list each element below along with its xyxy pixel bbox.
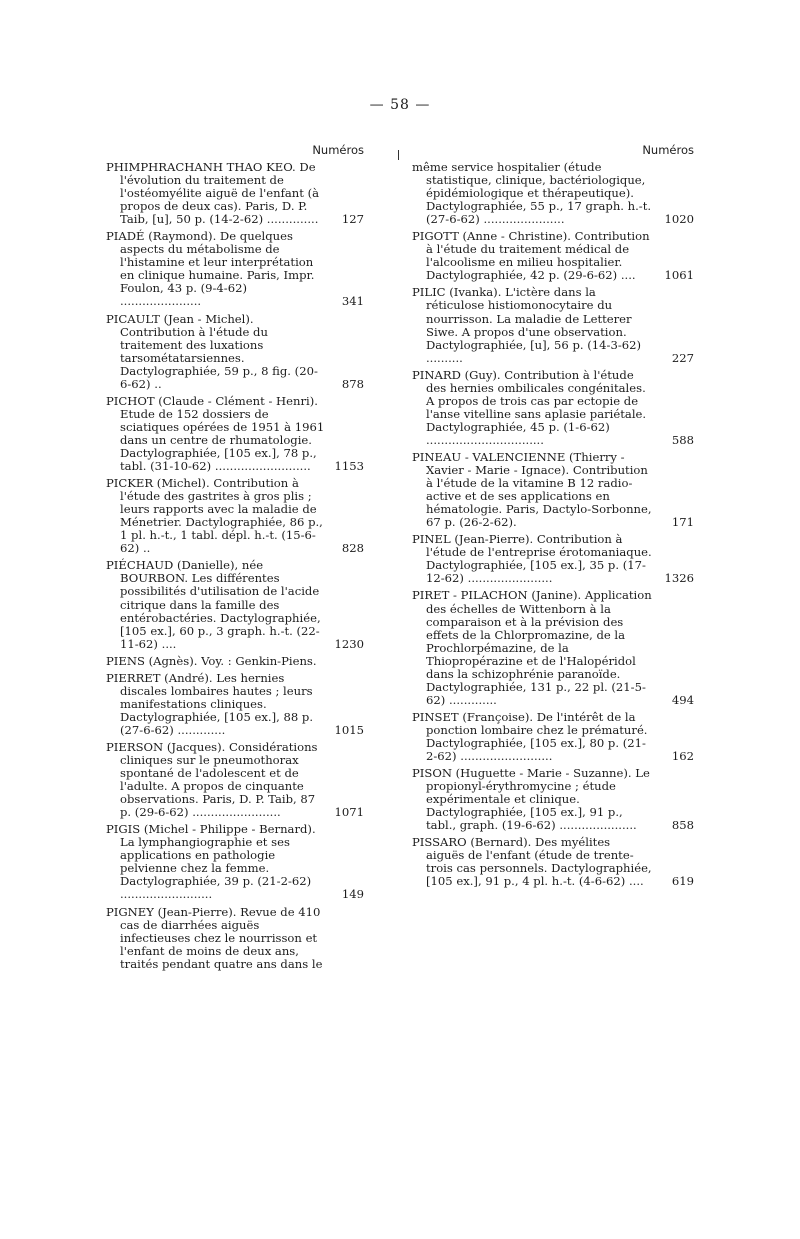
entry-description: Contribution à l'étude du traitement des luxations tarsométatarsiennes. Dactylographiée, 59 p., 8 fig. (20-6-62) ..: [120, 324, 318, 391]
entry-number: 149: [341, 887, 364, 902]
entry-number: 227: [671, 350, 694, 365]
entry-list: [412, 161, 694, 888]
entry-description: Etude de 152 dossiers de sciatiques opérées de 1951 à 1961 dans un centre de rhumatologie. Dactylographiée, [105 ex.], 78 p., tabl. (31-10-62) ..........................: [120, 406, 325, 474]
author-name: PICKER (Michel).: [106, 476, 210, 491]
author-name: PIGNEY (Jean-Pierre).: [106, 904, 237, 919]
author-name: PISON (Huguette - Marie - Suzanne).: [412, 766, 632, 781]
entry-number: 127: [341, 212, 364, 227]
entry-number: 494: [671, 692, 694, 707]
author-name: PINARD (Guy).: [412, 367, 501, 382]
author-name: PIGIS (Michel - Philippe - Bernard).: [106, 822, 316, 837]
entry-description: Contribution à l'étude du traitement médical de l'alcoolisme en milieu hospitalier. Dactylographiée, 42 p. (29-6-62) ....: [426, 229, 650, 283]
bibliography-entry: [412, 533, 694, 585]
bibliography-entry: [106, 313, 364, 391]
entry-number: 1020: [664, 212, 694, 227]
entry-number: 858: [671, 818, 694, 833]
bibliography-entry: [106, 477, 364, 555]
entry-description: Les différentes possibilités d'utilisation de l'acide citrique dans la famille des entérobactéries. Dactylographiée, [105 ex.], 60 p., 3 graph. h.-t. (22-11-62) ....: [120, 571, 321, 651]
entry-number: 1015: [334, 722, 364, 737]
entry-number: 171: [671, 515, 694, 530]
entry-list: [106, 161, 364, 971]
entry-description: La lymphangiographie et ses applications en pathologie pelvienne chez la femme. Dactylographiée, 39 p. (21-2-62) .........................: [120, 835, 312, 902]
author-name: PIRET - PILACHON (Janine).: [412, 588, 582, 603]
entry-description: Revue de 410 cas de diarrhées aiguës infectieuses chez le nourrisson et l'enfant de moins de deux ans, traités pendant quatre ans dans le: [120, 904, 323, 971]
entry-number: 828: [341, 541, 364, 556]
bibliography-entry: [106, 395, 364, 473]
entry-description: De l'évolution du traitement de l'ostéomyélite aiguë de l'enfant (à propos de deux cas). Paris, D. P. Taib, [u], 50 p. (14-2-62) ..............: [120, 160, 320, 227]
column-header: Numéros: [312, 143, 364, 157]
entry-number: 619: [671, 874, 694, 889]
entry-description: Des myélites aiguës de l'enfant (étude de trente-trois cas personnels. Dactylographiée, [105 ex.], 91 p., 4 pl. h.-t. (4-6-62) ....: [426, 835, 652, 889]
author-name: PHIMPHRACHANH THAO KEO.: [106, 160, 296, 174]
author-name: PINSET (Françoise).: [412, 709, 534, 724]
column-header: Numéros: [642, 143, 694, 157]
bibliography-entry: [106, 906, 364, 971]
author-name: PIENS (Agnès).: [106, 653, 198, 668]
entry-number: 1153: [334, 459, 364, 474]
page-number: — 58 —: [369, 97, 431, 113]
entry-number: 878: [341, 376, 364, 391]
bibliography-entry: [106, 672, 364, 737]
entry-description: Les hernies discales lombaires hautes ; leurs manifestations cliniques. Dactylographiée, [105 ex.], 88 p. (27-6-62) .............: [120, 670, 314, 737]
left-column: [106, 139, 364, 975]
bibliography-entry: [412, 286, 694, 364]
entry-number: 588: [671, 432, 694, 447]
bibliography-entry: [412, 767, 694, 832]
bibliography-entry: [106, 741, 364, 819]
bibliography-entry: [106, 230, 364, 308]
bibliography-entry: [412, 369, 694, 447]
entry-description: Voy. : Genkin-Piens.: [197, 653, 317, 668]
author-name: PINEAU - VALENCIENNE (Thierry - Xavier - Marie - Ignace).: [412, 449, 625, 478]
right-column: [412, 139, 694, 892]
author-name: PIERRET (André).: [106, 670, 213, 685]
author-name: PICAULT (Jean - Michel).: [106, 311, 254, 326]
bibliography-entry: [412, 230, 694, 282]
entry-number: 1326: [664, 571, 694, 586]
bibliography-entry: [412, 836, 694, 888]
author-name: PIGOTT (Anne - Christine).: [412, 229, 571, 244]
author-name: PIERSON (Jacques).: [106, 739, 226, 754]
entry-description: Considérations cliniques sur le pneumothorax spontané de l'adolescent et de l'adulte. A propos de cinquante observations. Paris, D. P. Taib, 87 p. (29-6-62) ........................: [120, 739, 318, 820]
author-name: PIÉCHAUD (Danielle), née BOURBON.: [106, 558, 264, 586]
entry-description: De l'intérêt de la ponction lombaire chez le prématuré. Dactylographiée, [105 ex.], 80 p. (21-2-62) .........................: [426, 709, 648, 764]
entry-description: Application des échelles de Wittenborn à la comparaison et à la prévision des effets de la Chlorpromazine, de la Prochlorpémazine, de la Thiopropérazine et de l'Halopéridol dans la schizophrénie paranoïde. Dactylographiée, 131 p., 22 pl. (21-5-62) .............: [426, 588, 652, 707]
entry-description: Le propionyl-érythromycine ; étude expérimentale et clinique. Dactylographiée, [105 ex.], 91 p., tabl., graph. (19-6-62) .....................: [426, 766, 650, 833]
entry-number: 1071: [334, 805, 364, 820]
bibliography-entry: [106, 161, 364, 226]
author-name: PINEL (Jean-Pierre).: [412, 532, 534, 547]
bibliography-entry: [412, 161, 694, 226]
author-name: PISSARO (Bernard).: [412, 835, 532, 850]
entry-description: Contribution à l'étude de l'entreprise érotomaniaque. Dactylographiée, [105 ex.], 35 p. (17-12-62) .......................: [426, 532, 652, 586]
bibliography-entry: [412, 589, 694, 706]
entry-description: même service hospitalier (étude statistique, clinique, bactériologique, épidémiologique et thérapeutique). Dactylographiée, 55 p., 17 graph. h.-t. (27-6-62) ......................: [412, 160, 652, 227]
entry-number: 341: [341, 294, 364, 309]
author-name: PICHOT (Claude - Clément - Henri).: [106, 393, 318, 408]
bibliography-entry: [106, 559, 364, 650]
author-name: PILIC (Ivanka).: [412, 285, 502, 300]
entry-description: De quelques aspects du métabolisme de l'histamine et leur interprétation en clinique humaine. Paris, Impr. Foulon, 43 p. (9-4-62) ......................: [120, 229, 315, 309]
bibliography-entry: [412, 451, 694, 529]
author-name: PIADÉ (Raymond).: [106, 229, 217, 244]
entry-description: Contribution à l'étude des hernies ombilicales congénitales. A propos de trois cas par ectopie de l'anse vitelline sans aplasie pariétale. Dactylographiée, 45 p. (1-6-62) ................................: [426, 367, 647, 447]
entry-number: 162: [671, 749, 694, 764]
bibliography-entry: [412, 711, 694, 763]
bibliography-entry: [106, 823, 364, 901]
entry-description: Contribution à l'étude de la vitamine B 12 radio-active et de ses applications en hématologie. Paris, Dactylo-Sorbonne, 67 p. (26-2-62).: [426, 463, 652, 530]
column-divider: [398, 150, 399, 160]
entry-description: L'ictère dans la réticulose histiomonocytaire du nourrisson. La maladie de Letterer Siwe. A propos d'une observation. Dactylographiée, [u], 56 p. (14-3-62) ..........: [426, 285, 642, 365]
entry-number: 1230: [334, 636, 364, 651]
entry-description: Contribution à l'étude des gastrites à gros plis ; leurs rapports avec la maladie de Ménetrier. Dactylographiée, 86 p., 1 pl. h.-t., 1 tabl. dépl. h.-t. (15-6-62) ..: [120, 476, 323, 556]
entry-number: 1061: [664, 268, 694, 283]
bibliography-entry: [106, 655, 364, 668]
